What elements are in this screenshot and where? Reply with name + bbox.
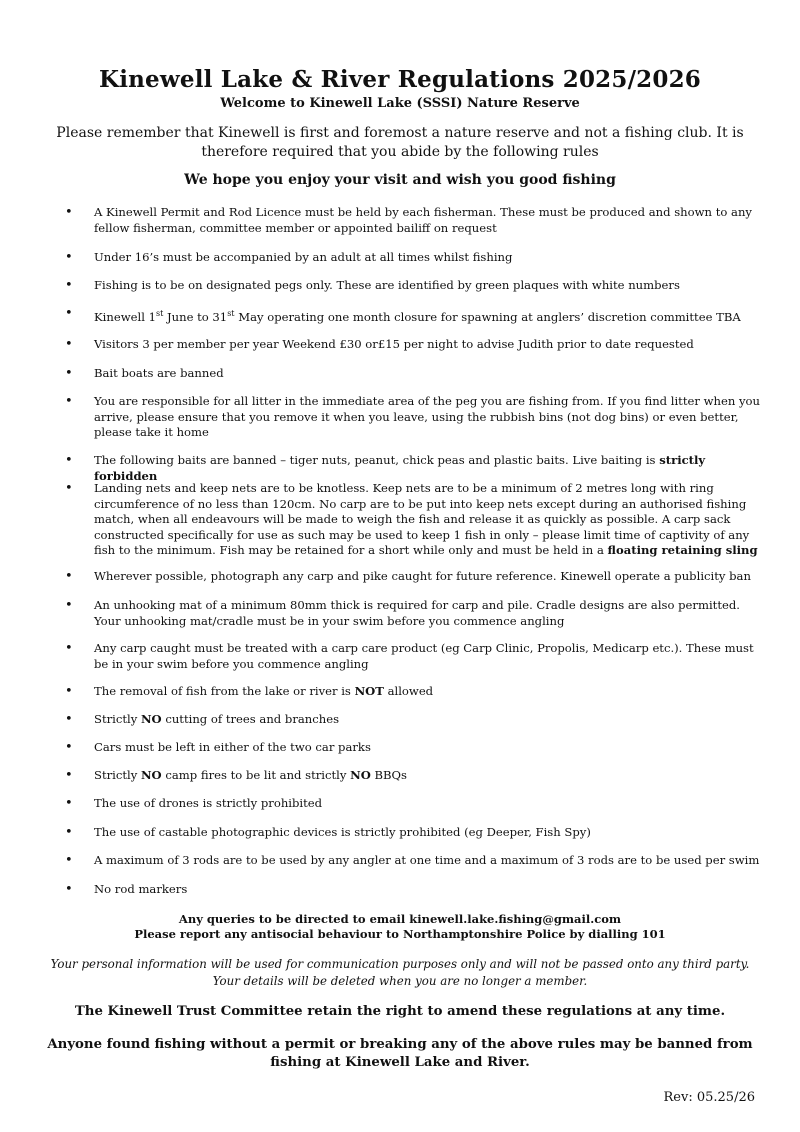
bullet-icon: • <box>65 740 73 755</box>
privacy-notice: Your personal information will be used for communication purposes only and will not be passed onto any third party. Your details will be deleted when you are no longer a member. <box>50 957 750 988</box>
bullet-icon: • <box>65 394 73 409</box>
rule-text: Fishing is to be on designated pegs only. These are identified by green plaques with white numbers <box>94 278 680 292</box>
bullet-icon: • <box>65 712 73 727</box>
rule-text: Kinewell 1st June to 31st May operating one month closure for spawning at anglers’ discretion committee TBA <box>94 309 741 324</box>
rule-text: The use of drones is strictly prohibited <box>94 796 323 810</box>
bullet-icon: • <box>65 306 73 321</box>
rule-text: No rod markers <box>94 882 188 896</box>
welcome-message: We hope you enjoy your visit and wish you good fishing <box>184 172 616 188</box>
revision-label: Rev: 05.25/26 <box>663 1090 755 1105</box>
bullet-icon: • <box>65 641 73 656</box>
rule-text: Any carp caught must be treated with a carp care product (eg Carp Clinic, Propolis, Medicarp etc.). These must be in your swim before you commence angling <box>94 641 754 671</box>
bullet-icon: • <box>65 453 73 468</box>
bullet-icon: • <box>65 366 73 381</box>
rule-text: Landing nets and keep nets are to be knotless. Keep nets are to be a minimum of 2 metres long with ring circumference of no less than 120cm. No carp are to be put into keep nets except during an authorised fishing match, when all endeavours will be made to weigh the fish and release it as quickly as possible. A carp sack constructed specifically for use as such may be used to keep 1 fish in only – please limit time of captivity of any fish to the minimum. Fish may be retained for a short while only and must be held in a floating retaining sling <box>94 481 758 557</box>
bullet-icon: • <box>65 684 73 699</box>
rule-text: The following baits are banned – tiger nuts, peanut, chick peas and plastic baits. Live baiting is strictly forbidden <box>94 453 706 483</box>
rule-text: The use of castable photographic devices is strictly prohibited (eg Deeper, Fish Spy) <box>94 825 591 839</box>
bullet-icon: • <box>65 569 73 584</box>
police-line: Please report any antisocial behaviour to Northamptonshire Police by dialling 101 <box>134 927 666 941</box>
page-subtitle: Welcome to Kinewell Lake (SSSI) Nature Reserve <box>220 96 580 111</box>
contact-info <box>0 912 800 942</box>
committee-notice: The Kinewell Trust Committee retain the right to amend these regulations at any time. <box>74 1004 726 1019</box>
email-line: Any queries to be directed to email kinewell.lake.fishing@gmail.com <box>178 912 622 926</box>
bullet-icon: • <box>65 278 73 293</box>
rule-text: Strictly NO camp fires to be lit and strictly NO BBQs <box>94 768 408 782</box>
rule-text: A Kinewell Permit and Rod Licence must be held by each fisherman. These must be produced and shown to any fellow fisherman, committee member or appointed bailiff on request <box>94 205 752 235</box>
rule-text: Visitors 3 per member per year Weekend £30 or£15 per night to advise Judith prior to date requested <box>94 337 694 351</box>
rule-text: Under 16’s must be accompanied by an adult at all times whilst fishing <box>94 250 513 264</box>
intro-paragraph: Please remember that Kinewell is first and foremost a nature reserve and not a fishing club. It is therefore required that you abide by the following rules <box>56 125 744 160</box>
bullet-icon: • <box>65 337 73 352</box>
bullet-icon: • <box>65 768 73 783</box>
bullet-icon: • <box>65 205 73 220</box>
rule-text: Wherever possible, photograph any carp and pike caught for future reference. Kinewell operate a publicity ban <box>94 569 751 583</box>
bullet-icon: • <box>65 796 73 811</box>
page-title: Kinewell Lake & River Regulations 2025/2026 <box>99 66 701 93</box>
rule-text: An unhooking mat of a minimum 80mm thick is required for carp and pile. Cradle designs are also permitted. Your unhooking mat/cradle must be in your swim before you commence angling <box>94 598 740 628</box>
rule-text: Cars must be left in either of the two car parks <box>94 740 371 754</box>
rule-text: You are responsible for all litter in the immediate area of the peg you are fishing from. If you find litter when you arrive, please ensure that you remove it when you leave, using the rubbish bins (not dog bins) or even better, please take it home <box>94 394 760 439</box>
rule-text: Bait boats are banned <box>94 366 224 380</box>
bullet-icon: • <box>65 825 73 840</box>
bullet-icon: • <box>65 481 73 496</box>
rule-text: Strictly NO cutting of trees and branches <box>94 712 340 726</box>
bullet-icon: • <box>65 250 73 265</box>
bullet-icon: • <box>65 882 73 897</box>
ban-warning: Anyone found fishing without a permit or breaking any of the above rules may be banned from fishing at Kinewell Lake and River. <box>47 1037 753 1070</box>
rule-text: The removal of fish from the lake or river is NOT allowed <box>94 684 434 698</box>
rule-text: A maximum of 3 rods are to be used by any angler at one time and a maximum of 3 rods are to be used per swim <box>94 853 760 867</box>
bullet-icon: • <box>65 853 73 868</box>
bullet-icon: • <box>65 598 73 613</box>
